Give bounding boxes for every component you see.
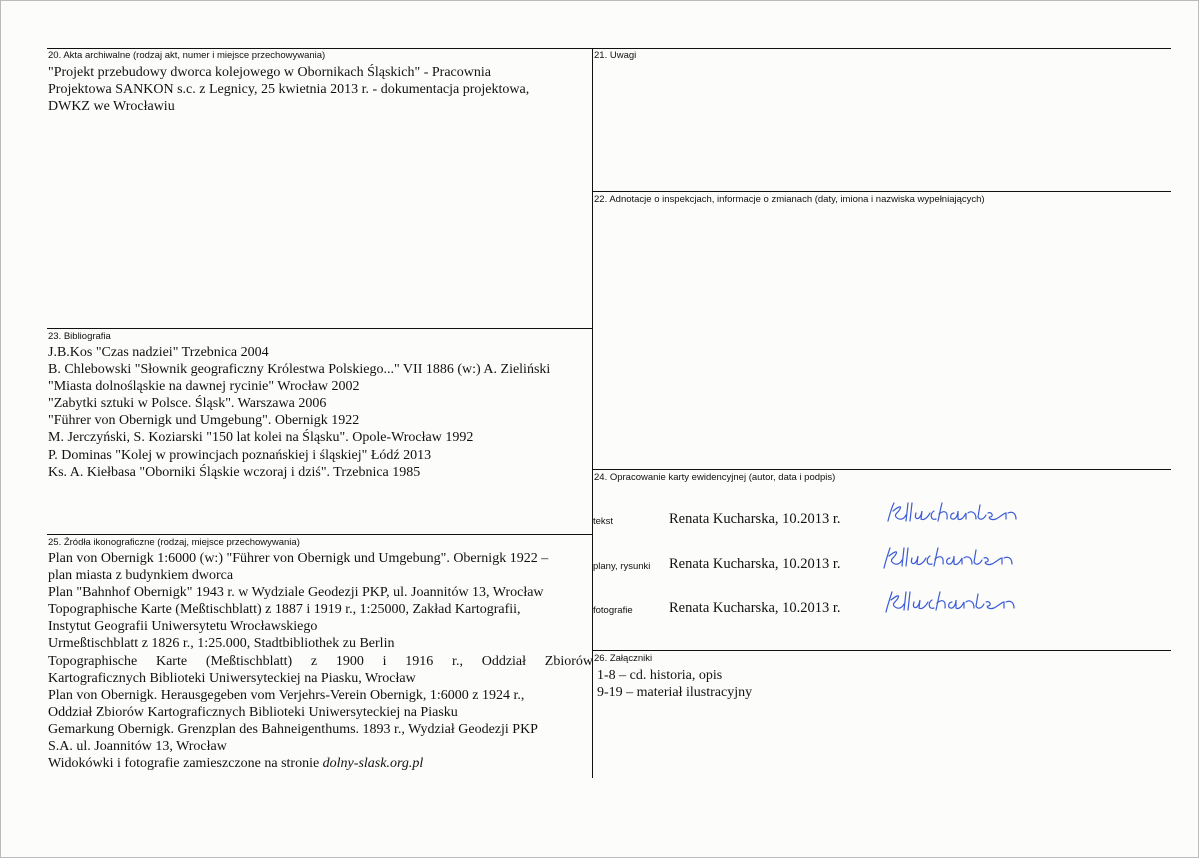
section-22-label: 22. Adnotacje o inspekcjach, informacje o zmianach (daty, imiona i nazwiska wypełniających) (594, 194, 985, 205)
s25-line: Instytut Geografii Uniwersytetu Wrocławskiego (48, 619, 318, 635)
s25-line: Plan von Obernigk 1:6000 (w:) "Führer von Obernigk und Umgebung". Obernigk 1922 – (48, 551, 549, 566)
s20-line: DWKZ we Wrocławiu (48, 99, 175, 115)
s25-line: plan miasta z budynkiem dworca (48, 568, 234, 584)
s25-line: Topographische Karte (Meßtischblatt) z 1887 i 1919 r., 1:25000, Zakład Kartografii, (48, 602, 521, 618)
section-25-label: 25. Źródła ikonograficzne (rodzaj, miejsce przechowywania) (48, 537, 300, 548)
s25-line: Urmeßtischblatt z 1826 r., 1:25.000, Stadtbibliothek zu Berlin (48, 636, 395, 652)
section-23-text (48, 344, 593, 481)
s25-line: S.A. ul. Joannitów 13, Wrocław (48, 739, 227, 755)
s25-line: Oddział Zbiorów Kartograficznych Biblioteki Uniwersyteckiej na Piasku (48, 704, 458, 720)
section-23-label: 23. Bibliografia (48, 331, 111, 342)
s23-line: M. Jerczyński, S. Koziarski "150 lat kolei na Śląsku". Opole-Wrocław 1992 (48, 430, 474, 446)
signature-image (880, 544, 1016, 574)
rule-25 (47, 534, 593, 535)
row-author-drawings: Renata Kucharska, 10.2013 r. (669, 556, 841, 572)
section-25-text (48, 550, 593, 772)
rule-22 (593, 191, 1171, 192)
s20-line: "Projekt przebudowy dworca kolejowego w Obornikach Śląskich" - Pracownia (48, 65, 491, 80)
row-kind-drawings: plany, rysunki (593, 561, 651, 572)
rule-26 (593, 650, 1171, 651)
section-26-label: 26. Załączniki (594, 653, 653, 664)
s25-last-prefix: Widokówki i fotografie zamieszczone na stronie (48, 756, 323, 772)
s25-line: Plan von Obernigk. Herausgegeben vom Verjehrs-Verein Obernigk, 1:6000 z 1924 r., (48, 687, 525, 703)
section-26-text (597, 667, 752, 701)
s20-line: Projektowa SANKON s.c. z Legnicy, 25 kwietnia 2013 r. - dokumentacja projektowa, (48, 82, 530, 98)
rule-24 (593, 469, 1171, 470)
signature-image (882, 588, 1018, 618)
s23-line: "Miasta dolnośląskie na dawnej rycinie" Wrocław 2002 (48, 379, 360, 395)
top-rule (47, 48, 1171, 49)
section-24-label: 24. Opracowanie karty ewidencyjnej (autor, data i podpis) (594, 472, 836, 483)
row-kind-text: tekst (593, 516, 614, 527)
s23-line: J.B.Kos "Czas nadziei" Trzebnica 2004 (48, 345, 269, 360)
rule-23 (47, 328, 593, 329)
signature-image (884, 499, 1020, 529)
s25-line: Gemarkung Obernigk. Grenzplan des Bahneigenthums. 1893 r., Wydział Geodezji PKP (48, 721, 538, 737)
s23-line: "Zabytki sztuki w Polsce. Śląsk". Warszawa 2006 (48, 396, 327, 412)
row-author-photos: Renata Kucharska, 10.2013 r. (669, 600, 841, 616)
s23-line: "Führer von Obernigk und Umgebung". Obernigk 1922 (48, 413, 360, 429)
row-author-text: Renata Kucharska, 10.2013 r. (669, 511, 841, 527)
s23-line: Ks. A. Kiełbasa "Oborniki Śląskie wczoraj i dziś". Trzebnica 1985 (48, 464, 421, 480)
s25-line: Topographische Karte (Meßtischblatt) z 1900 i 1916 r., Oddział Zbiorów (48, 653, 593, 669)
s23-line: B. Chlebowski "Słownik geograficzny Królestwa Polskiego..." VII 1886 (w:) A. Zieliński (48, 362, 551, 378)
section-21-label: 21. Uwagi (594, 50, 637, 61)
s25-line: Plan "Bahnhof Obernigk" 1943 r. w Wydziale Geodezji PKP, ul. Joannitów 13, Wrocław (48, 585, 544, 601)
s26-line: 9-19 – materiał ilustracyjny (597, 685, 753, 701)
s23-line: P. Dominas "Kolej w prowincjach poznańskiej i śląskiej" Łódź 2013 (48, 447, 432, 463)
s25-line: Kartograficznych Biblioteki Uniwersyteckiej na Piasku, Wrocław (48, 670, 416, 686)
section-20-label: 20. Akta archiwalne (rodzaj akt, numer i miejsce przechowywania) (48, 50, 326, 61)
section-20-text (48, 64, 529, 115)
s25-last-link: dolny-slask.org.pl (322, 756, 424, 772)
s26-line: 1-8 – cd. historia, opis (597, 668, 723, 683)
s25-last-line (48, 755, 593, 772)
row-kind-photos: fotografie (593, 605, 633, 616)
